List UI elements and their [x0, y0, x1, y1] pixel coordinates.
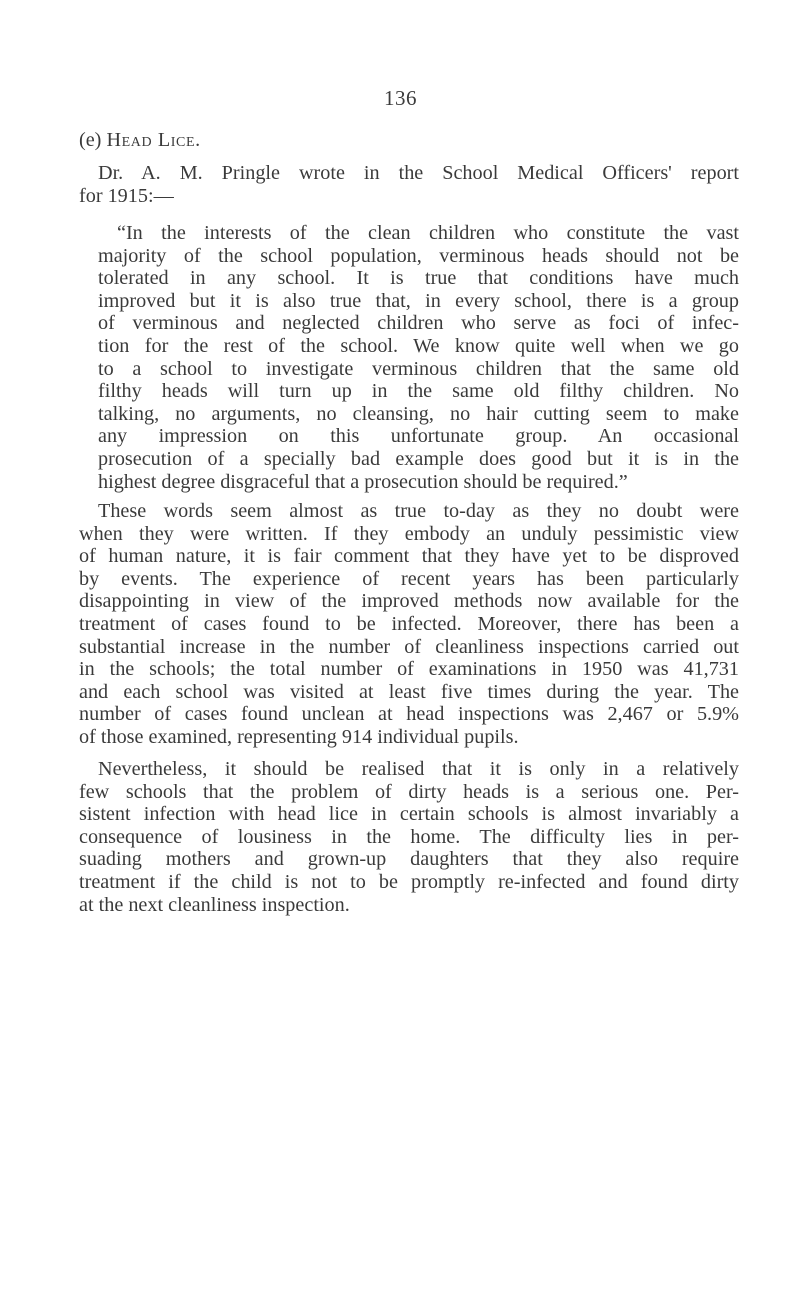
body-paragraph-2: [79, 758, 739, 916]
text-line: of verminous and neglected children who serve as foci of infec-: [98, 312, 739, 335]
quotation-paragraph: [98, 222, 739, 493]
text-line: to a school to investigate verminous children that the same old: [98, 357, 739, 380]
text-line: at the next cleanliness inspection.: [79, 893, 350, 916]
text-line: prosecution of a specially bad example does good but it is in the: [98, 447, 739, 470]
text-line: Dr. A. M. Pringle wrote in the School Medical Officers' report: [98, 162, 739, 184]
text-line: “In the interests of the clean children who constitute the vast: [117, 222, 739, 244]
text-line: in the schools; the total number of examinations in 1950 was 41,731: [79, 658, 739, 681]
text-line: highest degree disgraceful that a prosecution should be required.”: [98, 470, 628, 493]
text-line: of human nature, it is fair comment that they have yet to be disproved: [79, 545, 739, 568]
page-number: 136: [384, 86, 417, 110]
text-line: sistent infection with head lice in certain schools is almost invariably a: [79, 803, 739, 826]
section-marker: (e): [79, 129, 102, 151]
text-line: Nevertheless, it should be realised that it is only in a relatively: [98, 758, 739, 780]
text-line: treatment of cases found to be infected. Moreover, there has been a: [79, 612, 739, 635]
text-line: tion for the rest of the school. We know quite well when we go: [98, 334, 739, 357]
text-line: consequence of lousiness in the home. The difficulty lies in per-: [79, 825, 739, 848]
text-line: number of cases found unclean at head inspections was 2,467 or 5.9%: [79, 703, 739, 726]
text-line: majority of the school population, verminous heads should not be: [98, 244, 739, 267]
text-line: suading mothers and grown-up daughters that they also require: [79, 848, 739, 871]
text-line: These words seem almost as true to-day as they no doubt were: [98, 500, 739, 522]
text-line: when they were written. If they embody an unduly pessimistic view: [79, 522, 739, 545]
text-line: by events. The experience of recent years has been particularly: [79, 567, 739, 590]
text-line: few schools that the problem of dirty heads is a serious one. Per-: [79, 780, 739, 803]
section-title: Head Lice.: [106, 129, 201, 151]
text-line: filthy heads will turn up in the same old filthy children. No: [98, 380, 739, 403]
text-line: and each school was visited at least five times during the year. The: [79, 680, 739, 703]
text-line: substantial increase in the number of cleanliness inspections carried out: [79, 635, 739, 658]
text-line: of those examined, representing 914 individual pupils.: [79, 725, 519, 748]
text-line: for 1915:—: [79, 184, 174, 207]
section-heading: [79, 129, 201, 152]
text-line: disappointing in view of the improved methods now available for the: [79, 590, 739, 613]
text-line: improved but it is also true that, in every school, there is a group: [98, 289, 739, 312]
text-line: tolerated in any school. It is true that conditions have much: [98, 267, 739, 290]
text-line: treatment if the child is not to be promptly re-infected and found dirty: [79, 870, 739, 893]
intro-paragraph: [79, 162, 739, 207]
body-paragraph-1: [79, 500, 739, 749]
text-line: talking, no arguments, no cleansing, no hair cutting seem to make: [98, 402, 739, 425]
text-line: any impression on this unfortunate group. An occasional: [98, 425, 739, 448]
